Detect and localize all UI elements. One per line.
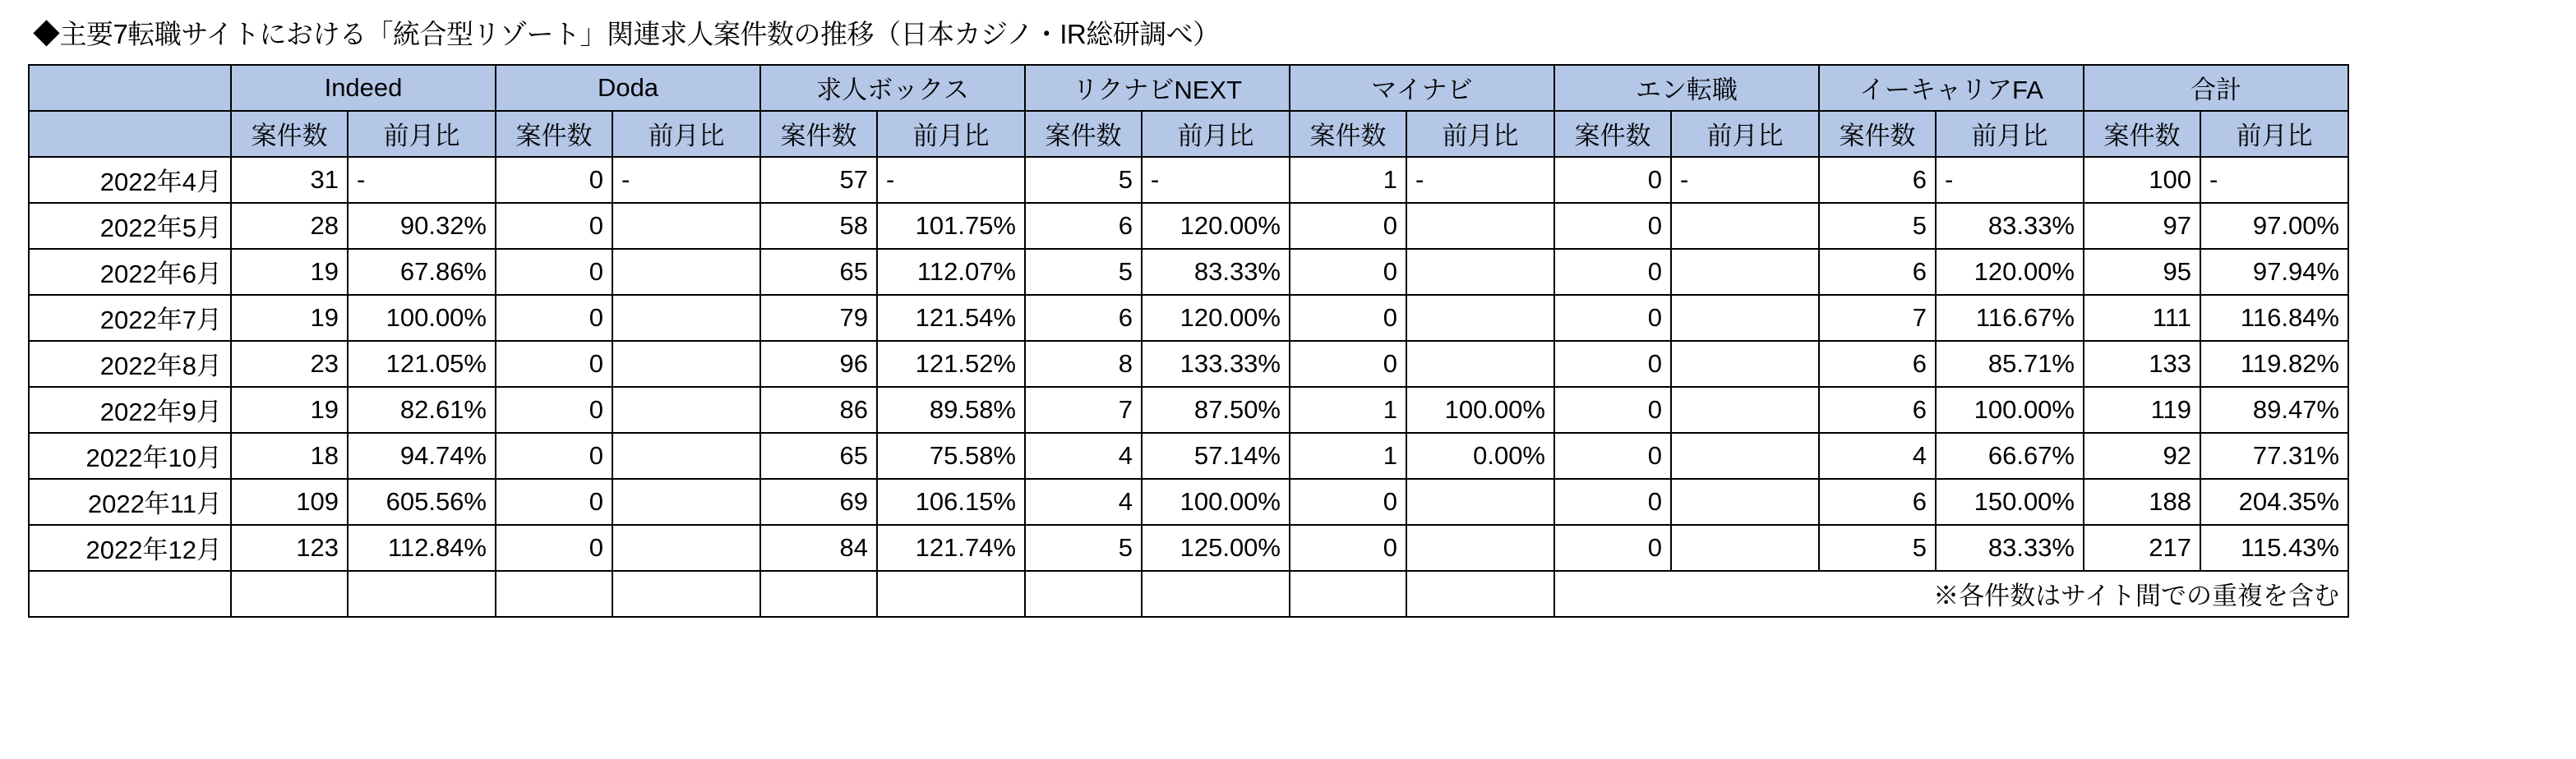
cell-count: 79 [760,295,877,341]
cell-count: 0 [1554,479,1671,525]
cell-ratio: 75.58% [877,433,1025,479]
cell-ratio: 89.47% [2200,387,2348,433]
row-month: 2022年8月 [29,341,231,387]
cell-count: 58 [760,203,877,249]
cell-ratio [1406,249,1554,295]
note-spacer [612,571,760,617]
cell-ratio [612,525,760,571]
cell-ratio: 83.33% [1142,249,1290,295]
row-month: 2022年7月 [29,295,231,341]
cell-count: 19 [231,387,348,433]
cell-count: 19 [231,295,348,341]
row-month: 2022年12月 [29,525,231,571]
cell-count: 1 [1290,387,1406,433]
subheader-count-mynavi: 案件数 [1290,111,1406,157]
cell-count: 0 [496,341,612,387]
cell-ratio [1406,341,1554,387]
cell-ratio: 97.94% [2200,249,2348,295]
cell-ratio: 120.00% [1936,249,2084,295]
cell-count: 4 [1025,433,1142,479]
cell-count: 0 [496,387,612,433]
cell-ratio: 83.33% [1936,203,2084,249]
cell-ratio: - [612,157,760,203]
job-listings-table [28,64,2349,618]
cell-count: 57 [760,157,877,203]
cell-count: 1 [1290,157,1406,203]
cell-count: 100 [2084,157,2200,203]
cell-ratio [612,249,760,295]
cell-count: 7 [1025,387,1142,433]
subheader-ratio-en-tenshoku: 前月比 [1671,111,1819,157]
subheader-month-blank [29,111,231,157]
cell-ratio: - [1671,157,1819,203]
cell-ratio [1671,433,1819,479]
cell-count: 0 [1290,525,1406,571]
cell-ratio: 0.00% [1406,433,1554,479]
cell-count: 31 [231,157,348,203]
cell-ratio: - [2200,157,2348,203]
cell-count: 0 [496,525,612,571]
cell-ratio [1671,525,1819,571]
cell-ratio: 97.00% [2200,203,2348,249]
note-spacer [348,571,496,617]
cell-count: 188 [2084,479,2200,525]
cell-ratio: 87.50% [1142,387,1290,433]
cell-count: 5 [1025,249,1142,295]
cell-ratio [1671,479,1819,525]
table-note-row [29,571,2348,617]
cell-count: 217 [2084,525,2200,571]
cell-count: 84 [760,525,877,571]
cell-ratio: 116.84% [2200,295,2348,341]
cell-count: 5 [1025,525,1142,571]
table-row [29,479,2348,525]
cell-count: 65 [760,249,877,295]
subheader-ratio-indeed: 前月比 [348,111,496,157]
cell-ratio [1671,249,1819,295]
row-month: 2022年11月 [29,479,231,525]
header-site-doda: Doda [496,65,760,111]
cell-count: 97 [2084,203,2200,249]
cell-ratio: 67.86% [348,249,496,295]
cell-count: 6 [1819,479,1936,525]
cell-ratio: 121.05% [348,341,496,387]
cell-count: 5 [1819,525,1936,571]
table-row [29,295,2348,341]
cell-ratio: 115.43% [2200,525,2348,571]
cell-count: 0 [496,479,612,525]
header-site-rikunabi-next: リクナビNEXT [1025,65,1290,111]
cell-count: 0 [496,295,612,341]
subheader-count-indeed: 案件数 [231,111,348,157]
cell-ratio [612,341,760,387]
cell-ratio [1671,341,1819,387]
cell-count: 6 [1819,387,1936,433]
cell-ratio: 150.00% [1936,479,2084,525]
cell-ratio: 121.54% [877,295,1025,341]
subheader-count-total: 案件数 [2084,111,2200,157]
row-month: 2022年10月 [29,433,231,479]
cell-ratio [612,433,760,479]
cell-count: 0 [1290,295,1406,341]
cell-count: 0 [1554,249,1671,295]
cell-count: 0 [1290,341,1406,387]
note-spacer [1290,571,1406,617]
table-footnote: ※各件数はサイト間での重複を含む [1554,571,2348,617]
cell-count: 0 [1290,479,1406,525]
cell-ratio [1406,525,1554,571]
cell-ratio: 605.56% [348,479,496,525]
cell-ratio: 101.75% [877,203,1025,249]
cell-ratio: 133.33% [1142,341,1290,387]
cell-count: 95 [2084,249,2200,295]
header-month [29,65,231,111]
subheader-count-ecareer-fa: 案件数 [1819,111,1936,157]
subheader-ratio-ecareer-fa: 前月比 [1936,111,2084,157]
cell-count: 18 [231,433,348,479]
cell-count: 0 [1554,203,1671,249]
row-month: 2022年6月 [29,249,231,295]
cell-count: 0 [496,157,612,203]
cell-count: 0 [1554,341,1671,387]
cell-count: 0 [1554,295,1671,341]
header-site-mynavi: マイナビ [1290,65,1554,111]
cell-count: 0 [1290,249,1406,295]
cell-ratio: 116.67% [1936,295,2084,341]
cell-count: 19 [231,249,348,295]
cell-ratio: 112.07% [877,249,1025,295]
cell-count: 5 [1819,203,1936,249]
table-header-row-sites [29,65,2348,111]
subheader-count-doda: 案件数 [496,111,612,157]
table-row [29,157,2348,203]
cell-ratio: 66.67% [1936,433,2084,479]
cell-count: 0 [1290,203,1406,249]
cell-count: 6 [1025,203,1142,249]
note-spacer [1025,571,1142,617]
cell-count: 6 [1819,249,1936,295]
cell-ratio: 100.00% [1142,479,1290,525]
cell-count: 65 [760,433,877,479]
page-title: ◆主要7転職サイトにおける「統合型リゾート」関連求人案件数の推移（日本カジノ・IR総研調べ） [33,19,1220,49]
row-month: 2022年4月 [29,157,231,203]
cell-count: 7 [1819,295,1936,341]
table-row [29,203,2348,249]
cell-count: 6 [1025,295,1142,341]
cell-ratio: 90.32% [348,203,496,249]
cell-ratio: 85.71% [1936,341,2084,387]
subheader-ratio-total: 前月比 [2200,111,2348,157]
subheader-count-en-tenshoku: 案件数 [1554,111,1671,157]
cell-ratio: 94.74% [348,433,496,479]
cell-ratio: 57.14% [1142,433,1290,479]
header-site-kyujinbox: 求人ボックス [760,65,1025,111]
subheader-ratio-doda: 前月比 [612,111,760,157]
header-site-en-tenshoku: エン転職 [1554,65,1819,111]
cell-count: 0 [1554,157,1671,203]
cell-ratio: - [1142,157,1290,203]
subheader-ratio-rikunabi-next: 前月比 [1142,111,1290,157]
cell-ratio: - [877,157,1025,203]
cell-ratio: 120.00% [1142,295,1290,341]
cell-count: 92 [2084,433,2200,479]
subheader-ratio-kyujinbox: 前月比 [877,111,1025,157]
cell-ratio [1671,203,1819,249]
cell-ratio: 125.00% [1142,525,1290,571]
cell-count: 0 [496,203,612,249]
cell-ratio: 83.33% [1936,525,2084,571]
cell-count: 0 [1554,525,1671,571]
cell-ratio: 82.61% [348,387,496,433]
cell-ratio [612,479,760,525]
cell-count: 28 [231,203,348,249]
table-row [29,433,2348,479]
cell-ratio [612,387,760,433]
row-month: 2022年9月 [29,387,231,433]
table-row [29,249,2348,295]
table-row [29,525,2348,571]
cell-count: 111 [2084,295,2200,341]
cell-count: 5 [1025,157,1142,203]
note-spacer [877,571,1025,617]
row-month: 2022年5月 [29,203,231,249]
header-site-ecareer-fa: イーキャリアFA [1819,65,2084,111]
cell-count: 0 [1554,433,1671,479]
cell-count: 123 [231,525,348,571]
cell-ratio: - [348,157,496,203]
header-site-total: 合計 [2084,65,2348,111]
cell-count: 119 [2084,387,2200,433]
subheader-count-kyujinbox: 案件数 [760,111,877,157]
cell-ratio: 121.52% [877,341,1025,387]
cell-count: 109 [231,479,348,525]
cell-count: 69 [760,479,877,525]
cell-count: 4 [1025,479,1142,525]
cell-count: 96 [760,341,877,387]
cell-ratio [1406,479,1554,525]
cell-ratio [1406,203,1554,249]
subheader-count-rikunabi-next: 案件数 [1025,111,1142,157]
table-row [29,341,2348,387]
note-spacer [496,571,612,617]
header-site-indeed: Indeed [231,65,496,111]
cell-ratio: 100.00% [1406,387,1554,433]
cell-ratio [612,295,760,341]
note-spacer [231,571,348,617]
cell-count: 0 [496,249,612,295]
cell-ratio: 100.00% [348,295,496,341]
cell-count: 23 [231,341,348,387]
cell-count: 86 [760,387,877,433]
cell-ratio: 120.00% [1142,203,1290,249]
cell-ratio: 121.74% [877,525,1025,571]
cell-ratio: 112.84% [348,525,496,571]
cell-ratio [1671,387,1819,433]
cell-ratio: - [1406,157,1554,203]
note-spacer [760,571,877,617]
cell-ratio [612,203,760,249]
table-header-row-sub [29,111,2348,157]
subheader-ratio-mynavi: 前月比 [1406,111,1554,157]
cell-count: 6 [1819,157,1936,203]
cell-count: 0 [1554,387,1671,433]
note-spacer [1142,571,1290,617]
table-row [29,387,2348,433]
cell-ratio: 100.00% [1936,387,2084,433]
cell-count: 1 [1290,433,1406,479]
cell-ratio: 77.31% [2200,433,2348,479]
cell-ratio: 119.82% [2200,341,2348,387]
cell-ratio [1671,295,1819,341]
note-spacer [1406,571,1554,617]
cell-ratio: 89.58% [877,387,1025,433]
cell-ratio: 106.15% [877,479,1025,525]
cell-count: 8 [1025,341,1142,387]
cell-count: 6 [1819,341,1936,387]
cell-count: 4 [1819,433,1936,479]
cell-count: 0 [496,433,612,479]
cell-ratio [1406,295,1554,341]
note-spacer [29,571,231,617]
cell-ratio: 204.35% [2200,479,2348,525]
cell-ratio: - [1936,157,2084,203]
cell-count: 133 [2084,341,2200,387]
